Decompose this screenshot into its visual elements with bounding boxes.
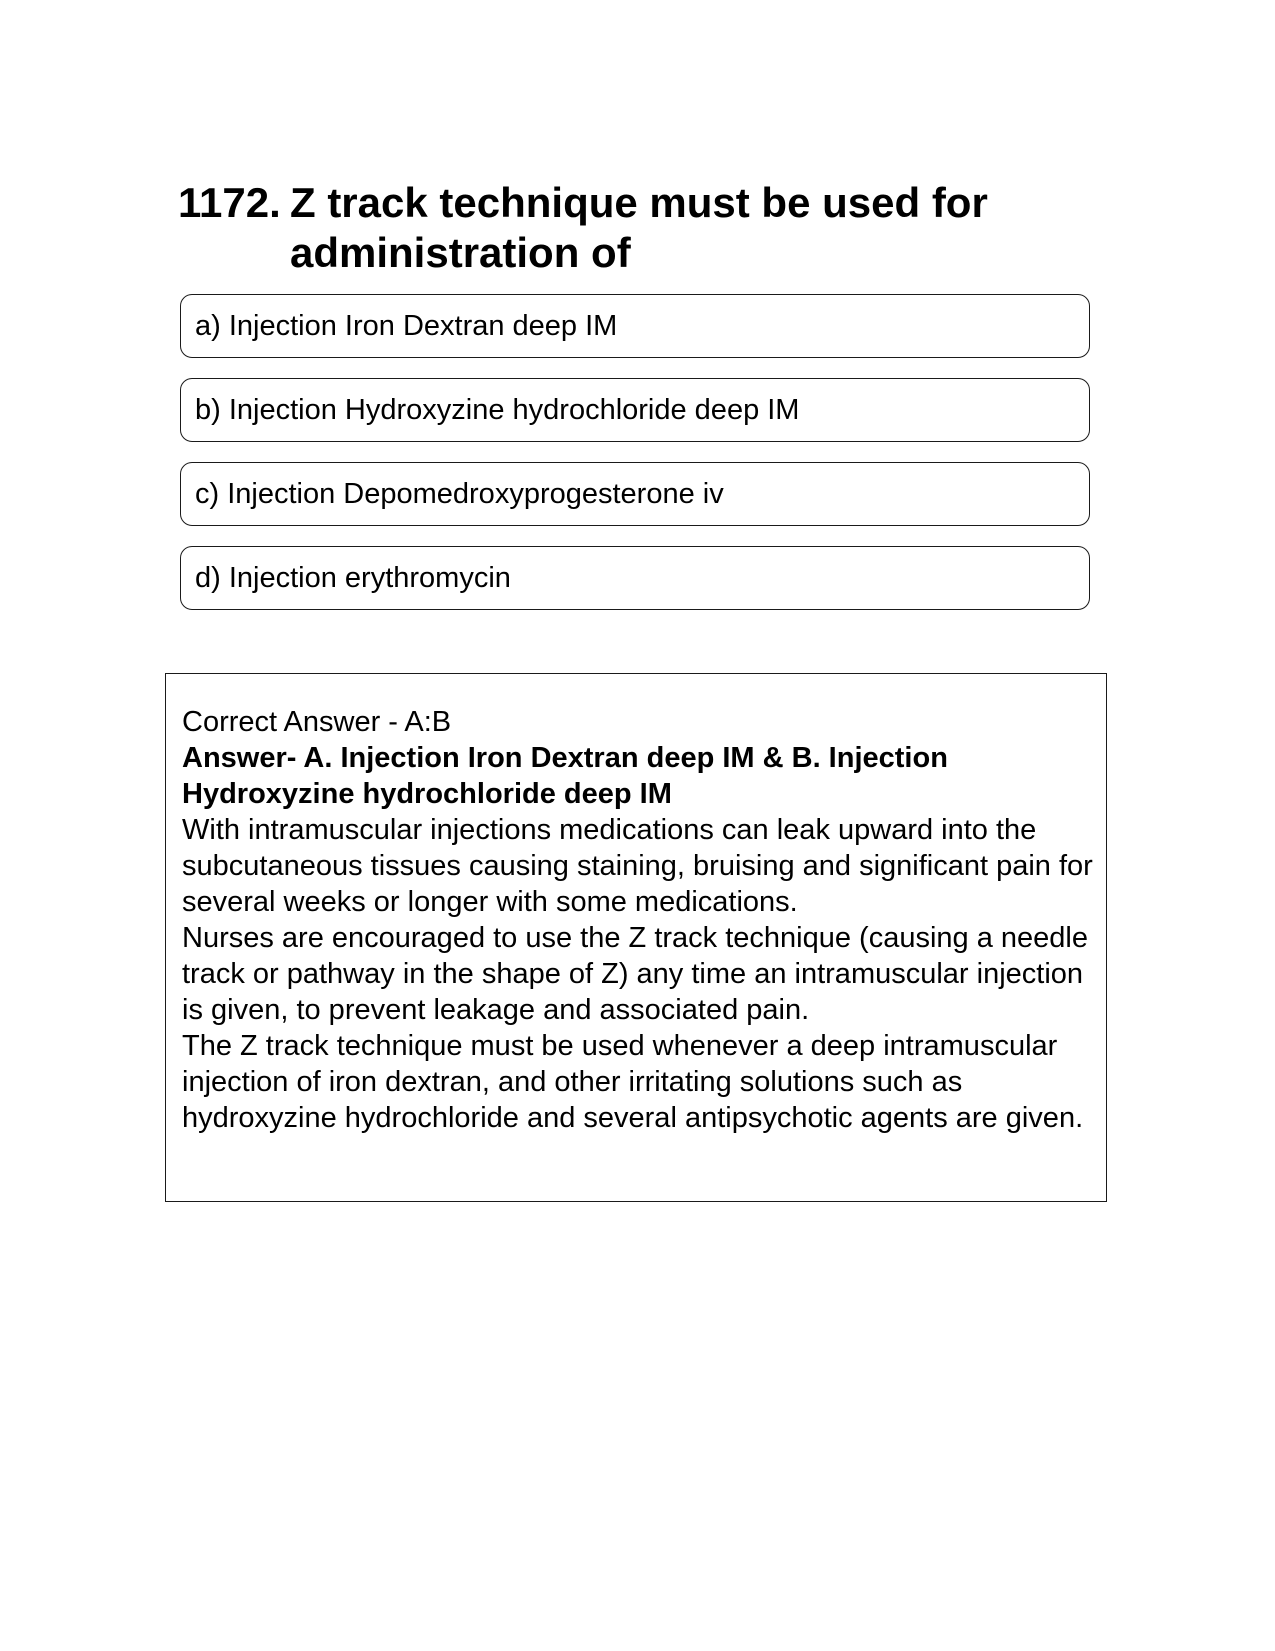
question-text: Z track technique must be used for administration of — [290, 179, 988, 276]
explanation-paragraph-2: Nurses are encouraged to use the Z track technique (causing a needle track or pathway in the shape of Z) any time an intramuscular injection is given, to prevent leakage and associated pain. — [182, 922, 1088, 1026]
explanation-paragraph-3: The Z track technique must be used whenever a deep intramuscular injection of iron dextran, and other irritating solutions such as hydroxyzine hydrochloride and several antipsychotic agents are given. — [182, 1030, 1084, 1134]
explanation-paragraph-1: With intramuscular injections medications can leak upward into the subcutaneous tissues causing staining, bruising and significant pain for several weeks or longer with some medications. — [182, 814, 1093, 918]
question-heading — [178, 178, 1078, 278]
option-d[interactable]: d) Injection erythromycin — [180, 546, 1090, 610]
answer-explanation-box — [165, 673, 1107, 1202]
option-b[interactable]: b) Injection Hydroxyzine hydrochloride deep IM — [180, 378, 1090, 442]
option-a[interactable]: a) Injection Iron Dextran deep IM — [180, 294, 1090, 358]
question-number: 1172. — [178, 179, 281, 226]
correct-answer-line: Correct Answer - A:B — [182, 706, 452, 738]
option-c[interactable]: c) Injection Depomedroxyprogesterone iv — [180, 462, 1090, 526]
answer-heading: Answer- A. Injection Iron Dextran deep IM & B. Injection Hydroxyzine hydrochloride deep IM — [182, 742, 948, 810]
